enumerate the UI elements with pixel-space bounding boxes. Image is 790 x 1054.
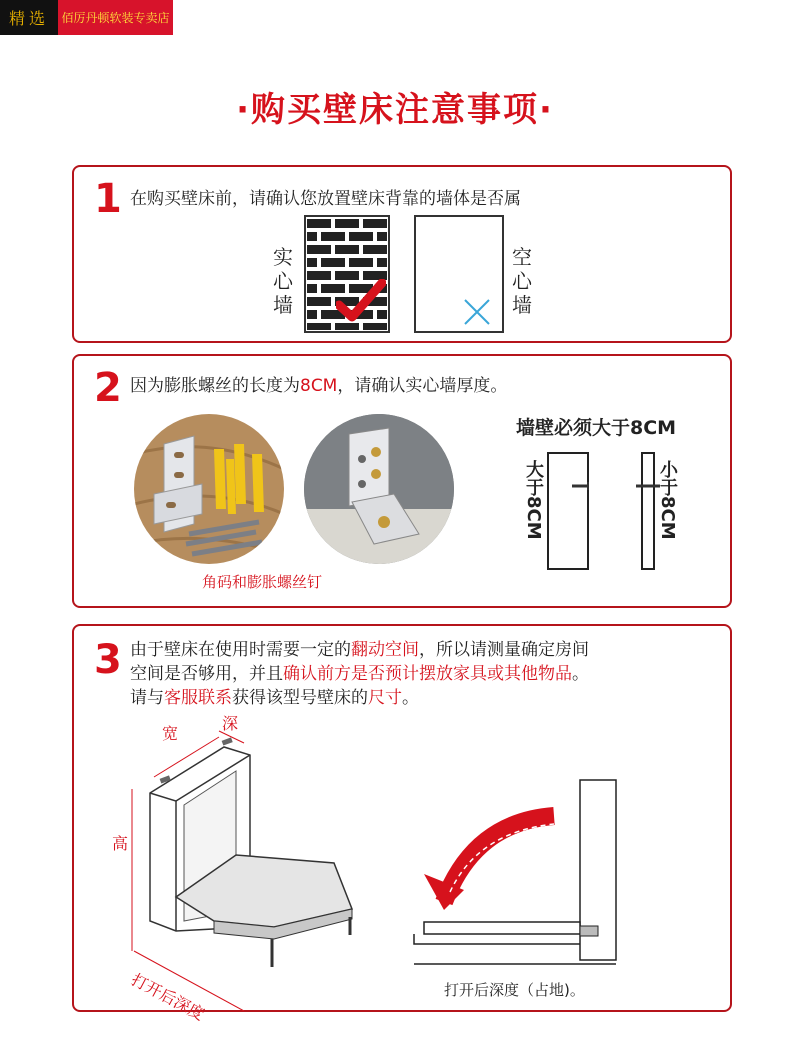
- section-2-text-highlight: 8CM: [300, 376, 338, 396]
- section-3-line-1-b: ，所以请测量确定房间: [419, 640, 589, 660]
- checkmark-icon: [336, 279, 386, 327]
- badge-store-name: 佰厉丹顿软装专卖店: [58, 0, 173, 35]
- installed-bracket-photo: [304, 414, 454, 564]
- section-2-number: 2: [94, 365, 122, 411]
- section-3-line-1-a: 由于壁床在使用时需要一定的: [130, 640, 351, 660]
- wall-bed-illustration: [124, 721, 384, 1011]
- section-3-line-3-b: 获得该型号壁床的: [232, 688, 368, 708]
- less-label: 小于8CM: [657, 460, 678, 540]
- section-3-card: [72, 624, 732, 1025]
- section-3-line-2-b: 。: [572, 664, 589, 684]
- badge-featured: 精选: [0, 0, 58, 35]
- section-2-card: [72, 354, 732, 608]
- section-3-line-2: [130, 662, 589, 686]
- section-2-text-a: 因为膨胀螺丝的长度为: [130, 376, 300, 396]
- section-1-number: 1: [94, 176, 122, 222]
- section-3-line-1-red: 翻动空间: [351, 640, 419, 660]
- thick-wall-diagram: [544, 452, 616, 572]
- floor-space-diagram: [404, 776, 634, 976]
- cross-icon: [462, 297, 492, 327]
- section-3-line-1: [130, 638, 589, 662]
- section-2-text: [130, 374, 507, 398]
- greater-label: 大于8CM: [523, 460, 544, 540]
- bracket-screws-photo: [134, 414, 284, 564]
- floor-space-caption: 打开后深度（占地)。: [444, 981, 585, 999]
- height-label: 高: [112, 834, 129, 853]
- open-depth-label: 打开后深度: [128, 969, 208, 1025]
- section-3-line-3: [130, 686, 419, 710]
- section-3-line-3-a: 请与: [130, 688, 164, 708]
- hollow-wall-label: 空心墙: [512, 245, 532, 317]
- depth-label: 深: [222, 714, 239, 733]
- section-1-text: 在购买壁床前，请确认您放置壁床背靠的墙体是否属: [130, 189, 521, 209]
- section-3-line-3-red-2: 尺寸: [368, 688, 402, 708]
- bracket-caption: 角码和膨胀螺丝钉: [202, 573, 323, 591]
- section-2-text-b: ，请确认实心墙厚度。: [337, 376, 508, 396]
- section-3-line-2-a: 空间是否够用，并且: [130, 664, 283, 684]
- solid-wall-label: 实心墙: [273, 245, 293, 317]
- section-3-line-3-c: 。: [402, 688, 419, 708]
- page-title: ·购买壁床注意事项·: [236, 90, 554, 130]
- wall-thickness-title: 墙壁必须大于8CM: [516, 417, 677, 439]
- width-label: 宽: [162, 724, 179, 743]
- section-3-number: 3: [94, 637, 122, 683]
- section-1-card: [72, 165, 732, 343]
- section-3-line-2-red: 确认前方是否预计摆放家具或其他物品: [283, 664, 572, 684]
- store-badge: [0, 0, 173, 35]
- section-3-line-3-red-1: 客服联系: [164, 688, 232, 708]
